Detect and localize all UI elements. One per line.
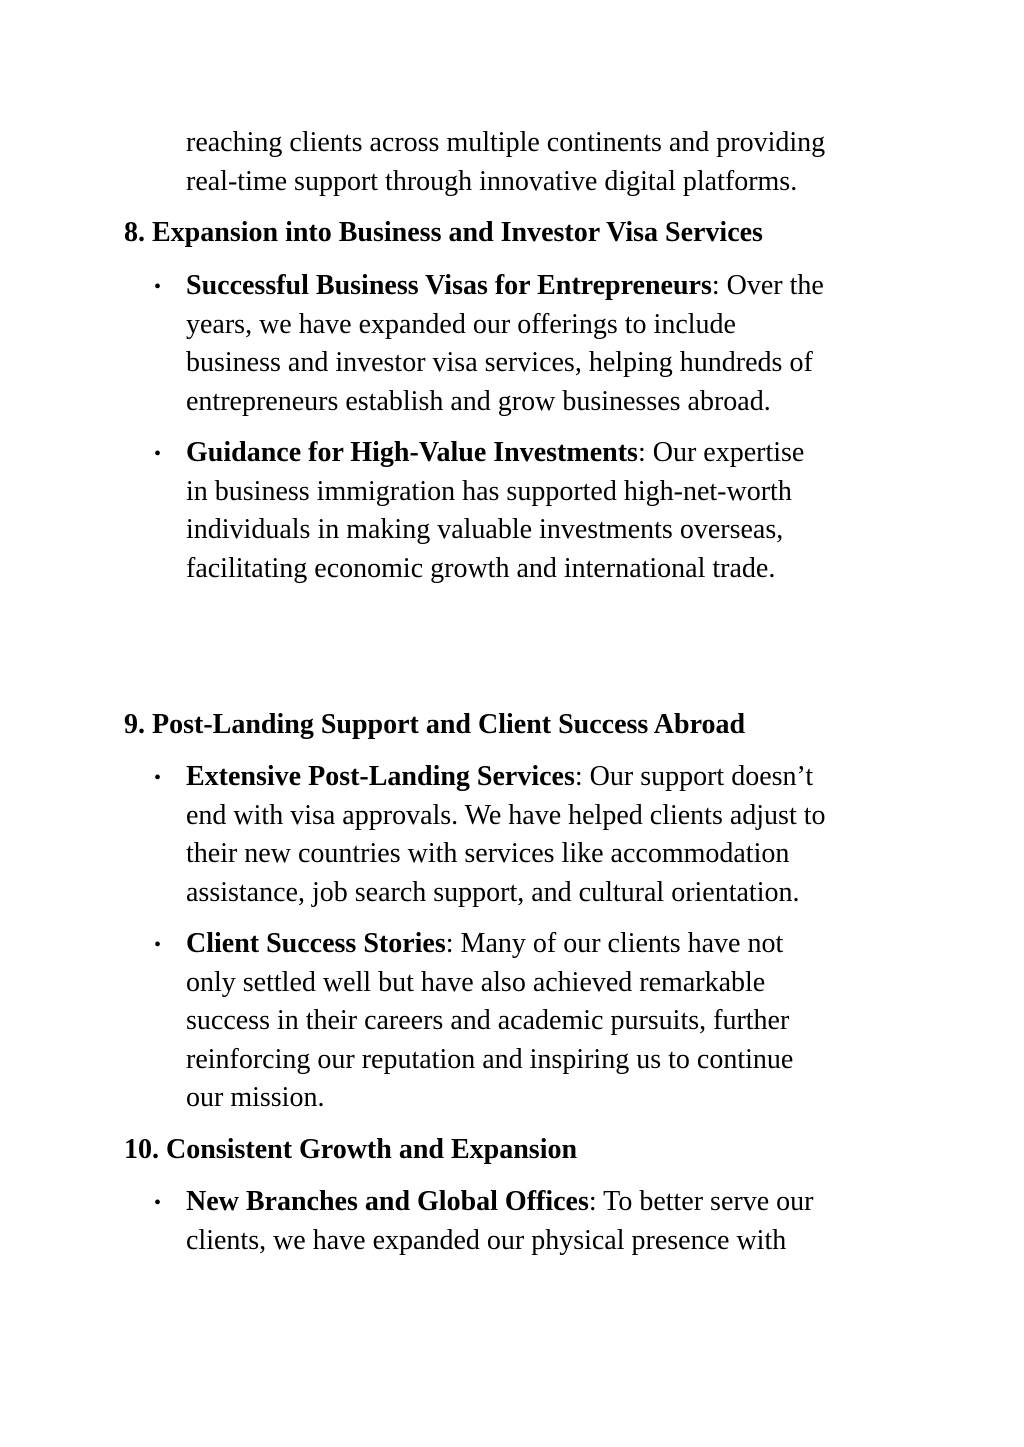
list-item	[186, 434, 906, 588]
list-item-label: Guidance for High-Value Investments	[186, 437, 638, 468]
list-item	[186, 925, 906, 1118]
list-item-label: Client Success Stories	[186, 928, 446, 959]
intro-line: reaching clients across multiple continents and providing	[186, 127, 826, 158]
bullet-icon: •	[154, 443, 162, 465]
list-item-line: their new countries with services like accommodation	[186, 838, 790, 869]
list-item-line: our mission.	[186, 1082, 325, 1113]
list-item-line: success in their careers and academic pursuits, further	[186, 1005, 790, 1036]
list-item-line: individuals in making valuable investments overseas,	[186, 514, 784, 545]
section-heading: 10. Consistent Growth and Expansion	[124, 1134, 578, 1165]
list-item-line: only settled well but have also achieved remarkable	[186, 966, 766, 998]
list-item-line: business and investor visa services, helping hundreds of	[186, 347, 813, 378]
intro-paragraph	[186, 124, 906, 201]
list-item-text: : To better serve our	[588, 1186, 814, 1217]
list-item-label: Extensive Post-Landing Services	[186, 761, 575, 792]
list-item	[186, 1183, 906, 1260]
list-item-text: : Our expertise	[637, 437, 805, 468]
bullet-icon: •	[154, 1192, 162, 1214]
bullet-icon: •	[154, 934, 162, 956]
section-heading: 9. Post-Landing Support and Client Success Abroad	[124, 709, 746, 740]
list-item-line: facilitating economic growth and international trade.	[186, 552, 776, 584]
intro-line: real-time support through innovative digital platforms.	[186, 165, 798, 197]
list-item-line: years, we have expanded our offerings to include	[186, 308, 736, 340]
list-item-line: reinforcing our reputation and inspiring us to continue	[186, 1043, 794, 1075]
list-item-text: : Many of our clients have not	[445, 928, 784, 959]
bullet-icon: •	[154, 276, 162, 298]
section-heading: 8. Expansion into Business and Investor Visa Services	[124, 217, 763, 248]
list-item-line: entrepreneurs establish and grow businesses abroad.	[186, 385, 771, 417]
list-item-line: in business immigration has supported high-net-worth	[186, 475, 792, 507]
list-item-first-line	[186, 267, 906, 306]
list-item-line: end with visa approvals. We have helped clients adjust to	[186, 799, 826, 831]
list-item-label: Successful Business Visas for Entrepreneurs	[186, 270, 712, 301]
list-item	[186, 758, 906, 912]
list-item-text: : Over the	[711, 270, 824, 301]
list-item-first-line	[186, 434, 906, 473]
list-item	[186, 267, 906, 421]
list-item-first-line	[186, 925, 906, 964]
list-item-label: New Branches and Global Offices	[186, 1186, 589, 1217]
list-item-line: assistance, job search support, and cultural orientation.	[186, 876, 800, 908]
bullet-icon: •	[154, 767, 162, 789]
list-item-first-line	[186, 758, 906, 797]
list-item-first-line	[186, 1183, 906, 1222]
list-item-line: clients, we have expanded our physical presence with	[186, 1224, 787, 1256]
list-item-text: : Our support doesn’t	[574, 761, 814, 792]
